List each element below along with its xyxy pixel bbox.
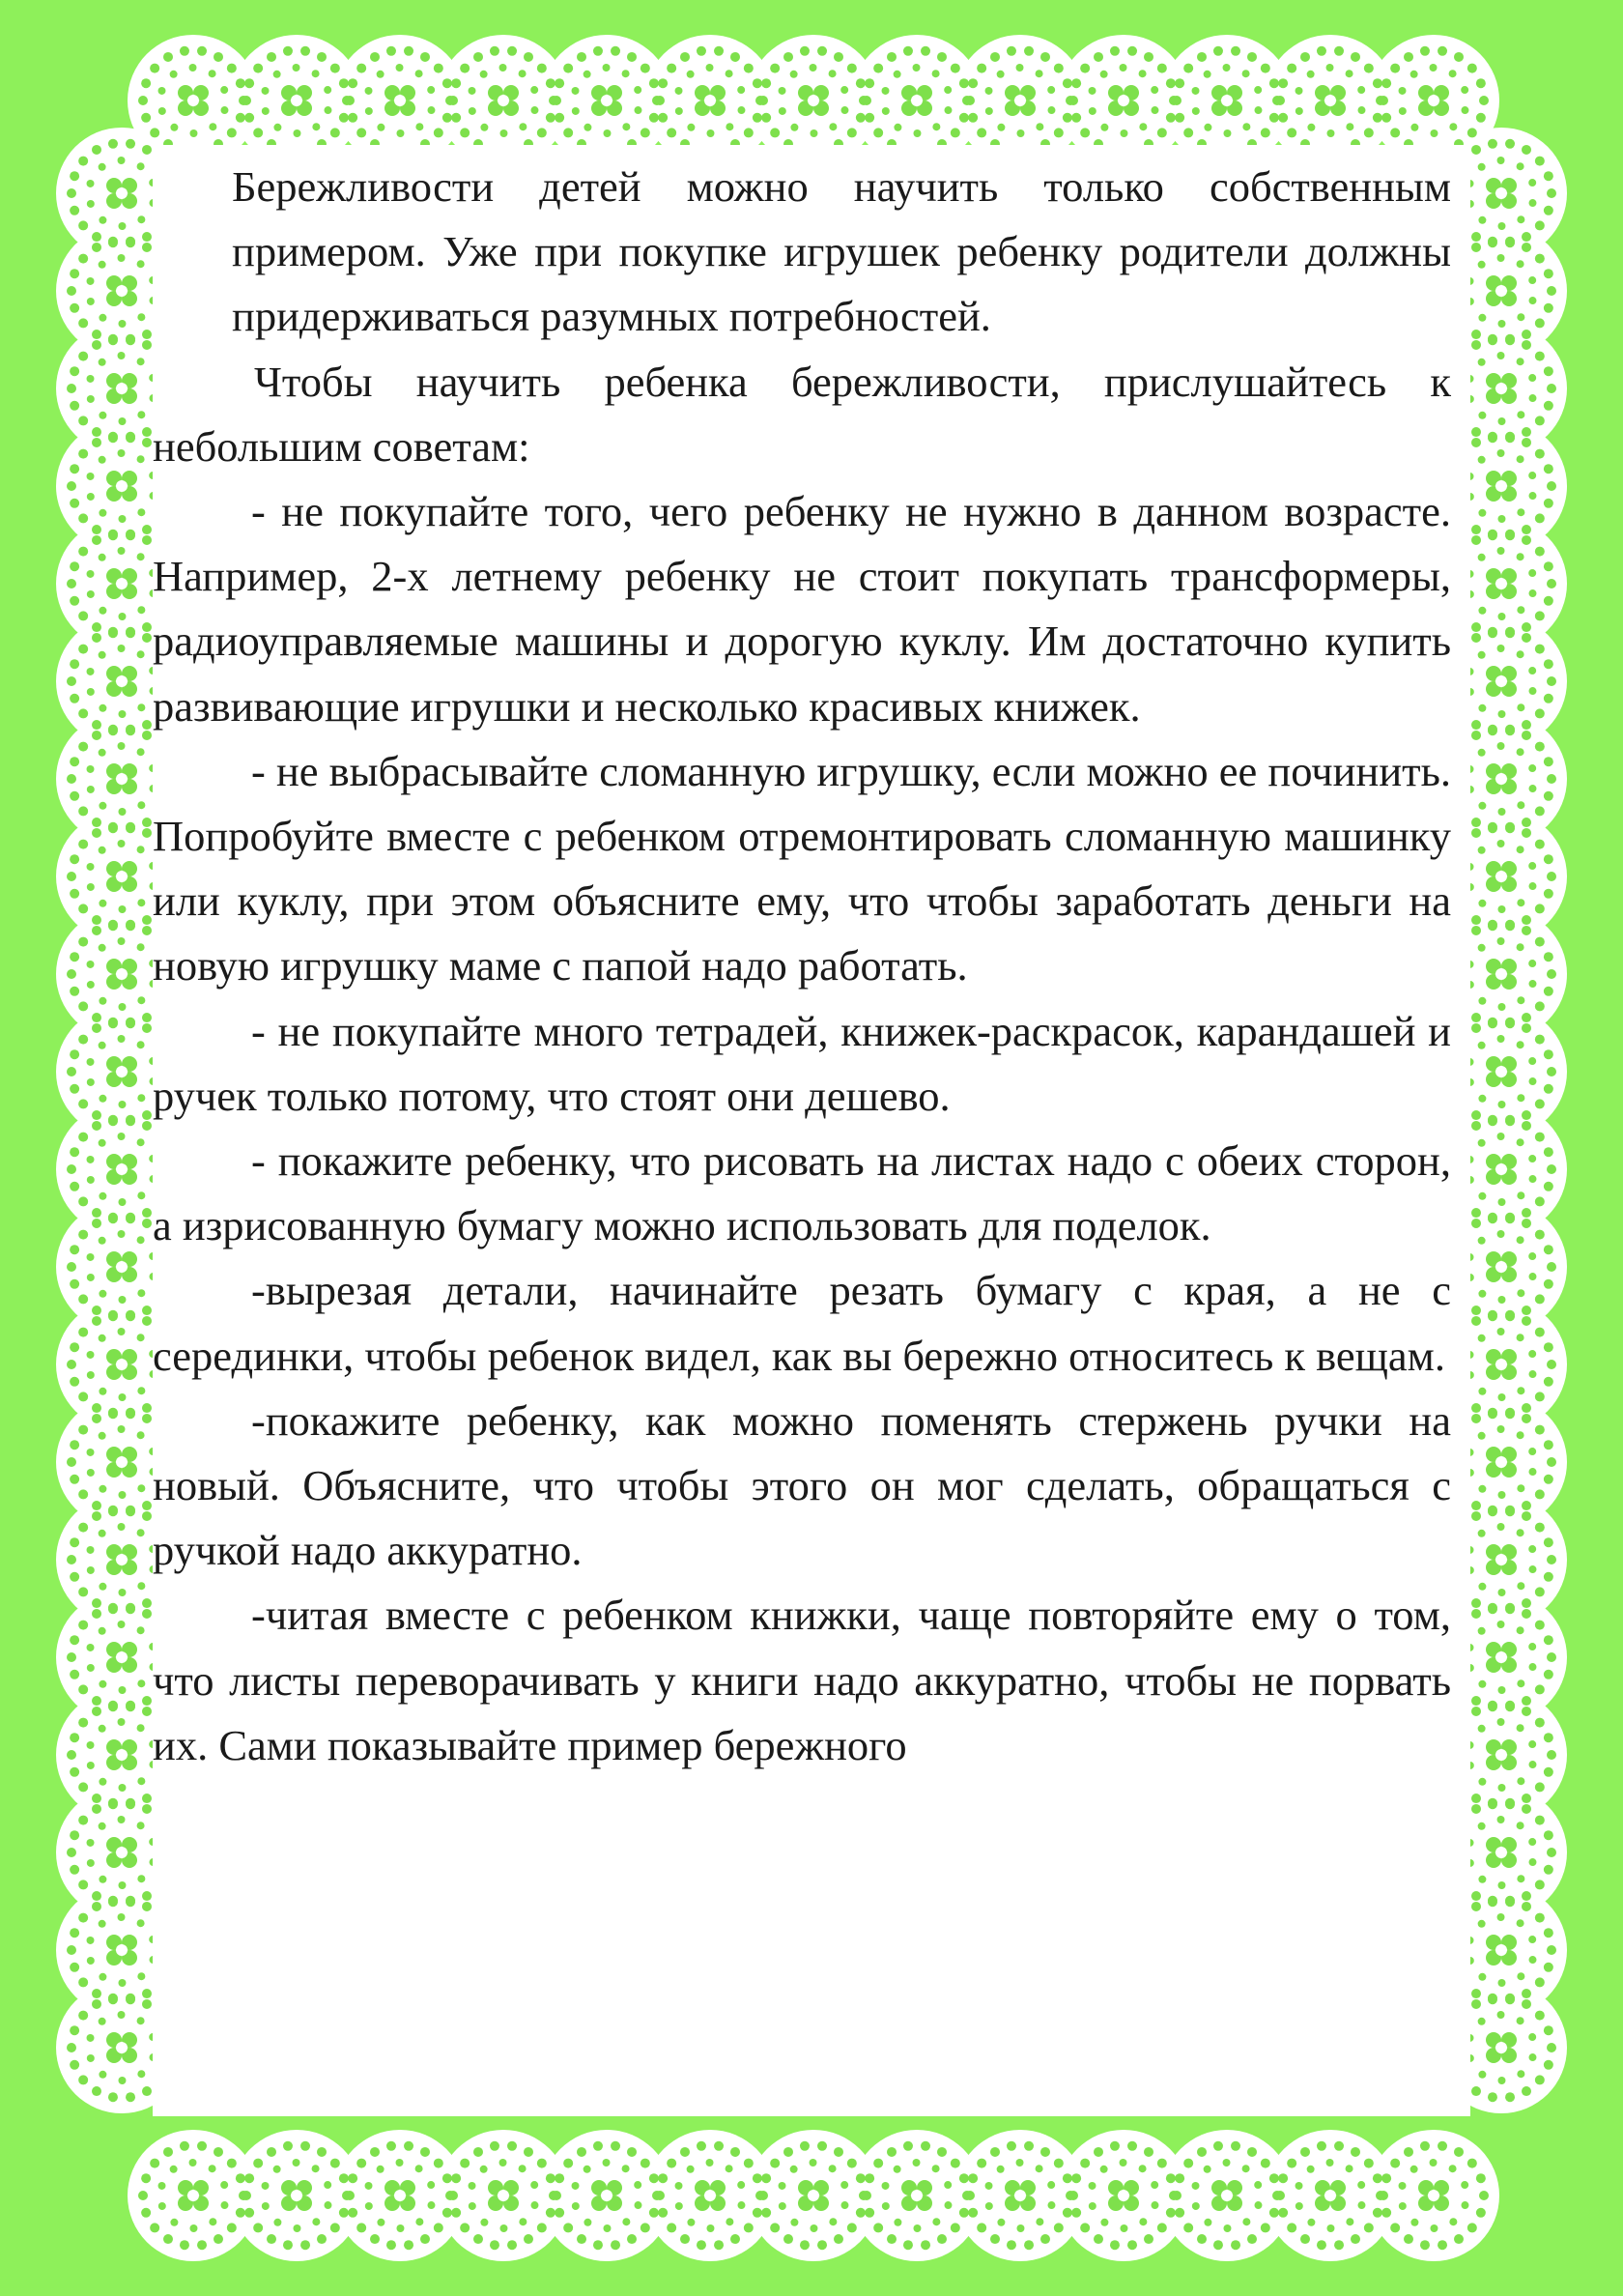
paragraph-6: - покажите ребенку, что рисовать на листах надо с обеих сторон, а изрисованную бумагу можно использовать для поделок. <box>153 1136 1451 1250</box>
document-body <box>153 155 1451 1778</box>
paragraph-1: Бережливости детей можно научить только собственным примером. Уже при покупке игрушек ребенку родители должны придерживаться разумных потребностей. <box>232 162 1451 341</box>
paragraph-7: -вырезая детали, начинайте резать бумагу с края, а не с серединки, чтобы ребенок видел, как вы бережно относитесь к вещам. <box>153 1266 1451 1380</box>
paragraph-3: - не покупайте того, чего ребенку не нужно в данном возрасте. Например, 2-х летнему ребенку не стоит покупать трансформеры, радиоуправляемые машины и дорогую куклу. Им достаточно купить развивающие игрушки и несколько красивых книжек. <box>153 487 1451 731</box>
paragraph-4: - не выбрасывайте сломанную игрушку, если можно ее починить. Попробуйте вместе с ребенком отремонтировать сломанную машинку или куклу, при этом объясните ему, что чтобы заработать деньги на новую игрушку маме с папой надо работать. <box>153 746 1451 990</box>
paragraph-9: -читая вместе с ребенком книжки, чаще повторяйте ему о том, что листы переворачивать у книги надо аккуратно, чтобы не порвать их. Сами показывайте пример бережного <box>153 1591 1451 1769</box>
paragraph-2: Чтобы научить ребенка бережливости, прислушайтесь к небольшим советам: <box>153 357 1451 471</box>
paragraph-8: -покажите ребенку, как можно поменять стержень ручки на новый. Объясните, что чтобы этого он мог сделать, обращаться с ручкой надо аккуратно. <box>153 1395 1451 1575</box>
paragraph-5: - не покупайте много тетрадей, книжек-раскрасок, карандашей и ручек только потому, что стоят они дешево. <box>153 1006 1451 1120</box>
